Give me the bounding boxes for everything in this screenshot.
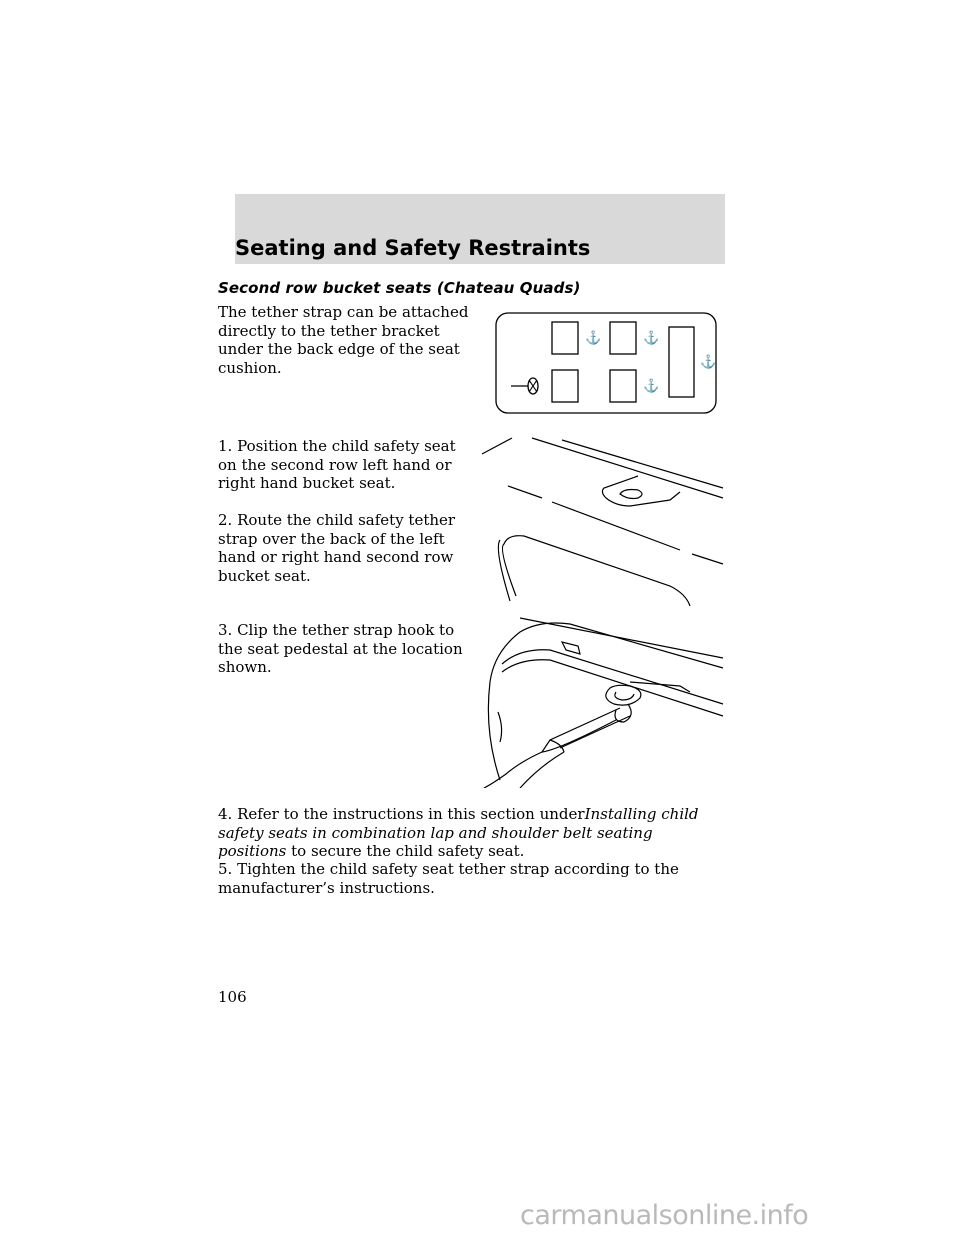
intro-paragraph: The tether strap can be attached directly to the tether bracket under the back edge of the seat cushion.: [218, 303, 469, 377]
rear-bench: [669, 327, 694, 397]
anchor-icon: ⚓: [643, 331, 660, 346]
subheading: Second row bucket seats (Chateau Quads): [218, 279, 581, 297]
seat-layout-diagram: [495, 312, 717, 414]
watermark: carmanualsonline.info: [520, 1200, 809, 1231]
step-1: 1. Position the child safety seat on the second row left hand or right hand bucket seat.: [218, 437, 456, 492]
seat-front-left: [552, 322, 578, 354]
step-3: 3. Clip the tether strap hook to the seat pedestal at the location shown.: [218, 621, 463, 676]
step-4: [218, 805, 718, 861]
anchor-icon: ⚓: [643, 379, 660, 394]
seat-second-row-right: [610, 370, 636, 402]
page-number: 106: [218, 988, 247, 1006]
step-4-reference: Installing child safety seats in combination lap and shoulder belt seating positions: [218, 805, 699, 860]
tether-bracket-illustration: [480, 436, 725, 606]
step-5: 5. Tighten the child safety seat tether strap according to the manufacturer’s instructions.: [218, 860, 679, 897]
anchor-icon: ⚓: [585, 331, 602, 346]
seat-front-right: [610, 322, 636, 354]
anchor-icon: ⚓: [700, 355, 717, 370]
step-4-suffix: to secure the child safety seat.: [291, 842, 525, 860]
section-title: Seating and Safety Restraints: [235, 236, 591, 260]
seat-second-row-left: [552, 370, 578, 402]
tether-hook-illustration: [480, 612, 725, 788]
step-2: 2. Route the child safety tether strap over the back of the left hand or right hand second row bucket seat.: [218, 511, 456, 585]
step-4-prefix: 4. Refer to the instructions in this section under: [218, 805, 585, 823]
